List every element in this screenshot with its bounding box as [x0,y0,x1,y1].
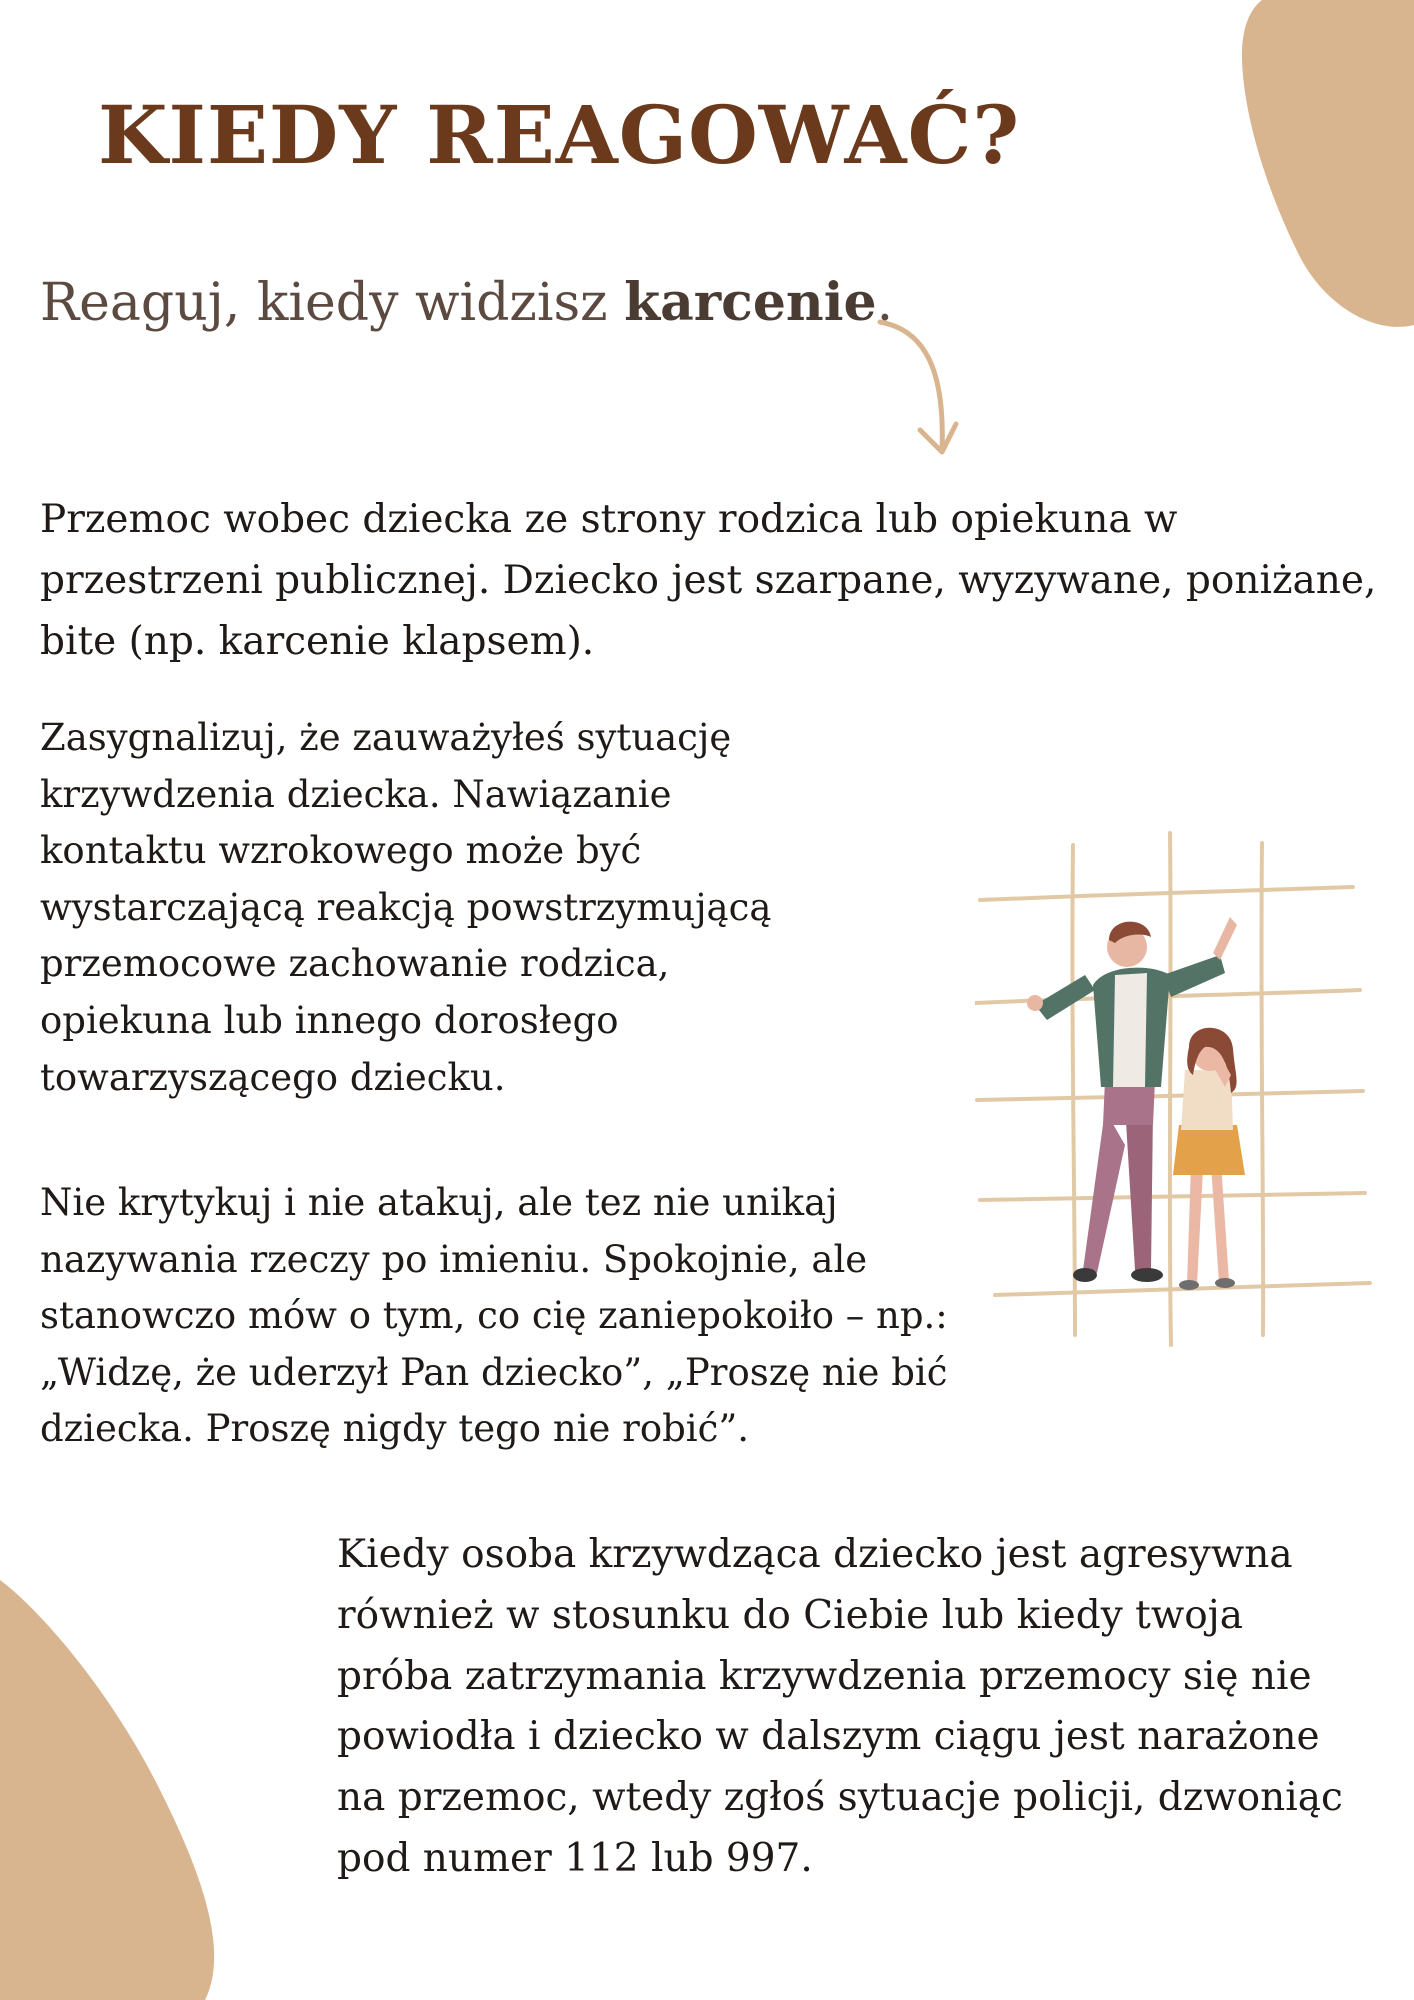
text-line: również w stosunku do Ciebie lub kiedy twoja [337,1592,1244,1638]
paragraph-report [337,1525,1343,1890]
page-subtitle [40,272,893,333]
text-line: przemocowe zachowanie rodzica, [40,942,670,986]
decorative-blob-top-right [1224,0,1414,330]
text-line: Zasygnalizuj, że zauważyłeś sytuację [40,716,732,759]
text-line: pod numer 112 lub 997. [337,1836,813,1882]
subtitle-prefix: Reaguj, kiedy widzisz [40,273,625,333]
text-line: powiodła i dziecko w dalszym ciągu jest narażone [337,1714,1320,1760]
parent-scolding-child-illustration [975,825,1375,1355]
paragraph-definition [40,490,1376,672]
child-figure [1173,1028,1245,1290]
text-line: opiekuna lub innego dorosłego [40,999,619,1043]
text-line: Nie krytykuj i nie atakuj, ale tez nie unikaj [40,1181,838,1224]
decorative-blob-bottom-left [0,1580,220,2000]
text-line: Przemoc wobec dziecka ze strony rodzica lub opiekuna w [40,497,1178,542]
text-line: „Widzę, że uderzył Pan dziecko”, „Proszę nie bić [40,1350,948,1394]
text-line: wystarczającą reakcją powstrzymującą [40,885,772,929]
grid-lines [975,833,1370,1345]
curved-arrow-icon [870,310,970,470]
text-line: towarzyszącego dziecku. [40,1055,506,1099]
text-line: próba zatrzymania krzywdzenia przemocy się nie [337,1653,1312,1699]
text-line: na przemoc, wtedy zgłoś sytuacje policji, dzwoniąc [337,1775,1343,1821]
paragraph-signal [40,710,771,1106]
text-line: Kiedy osoba krzywdząca dziecko jest agresywna [337,1532,1293,1577]
text-line: krzywdzenia dziecka. Nawiązanie [40,772,672,816]
text-line: dziecka. Proszę nigdy tego nie robić”. [40,1407,750,1451]
text-line: nazywania rzeczy po imieniu. Spokojnie, ale [40,1237,868,1281]
text-line: przestrzeni publicznej. Dziecko jest szarpane, wyzywane, poniżane, [40,557,1377,603]
subtitle-suffix: . [876,273,894,333]
paragraph-advice [40,1175,948,1458]
subtitle-keyword: karcenie [624,272,877,333]
text-line: stanowczo mów o tym, co cię zaniepokoiło – np.: [40,1294,948,1338]
text-line: kontaktu wzrokowego może być [40,829,642,873]
text-line: bite (np. karcenie klapsem). [40,618,595,664]
page-title: KIEDY REAGOWAĆ? [98,88,1021,182]
